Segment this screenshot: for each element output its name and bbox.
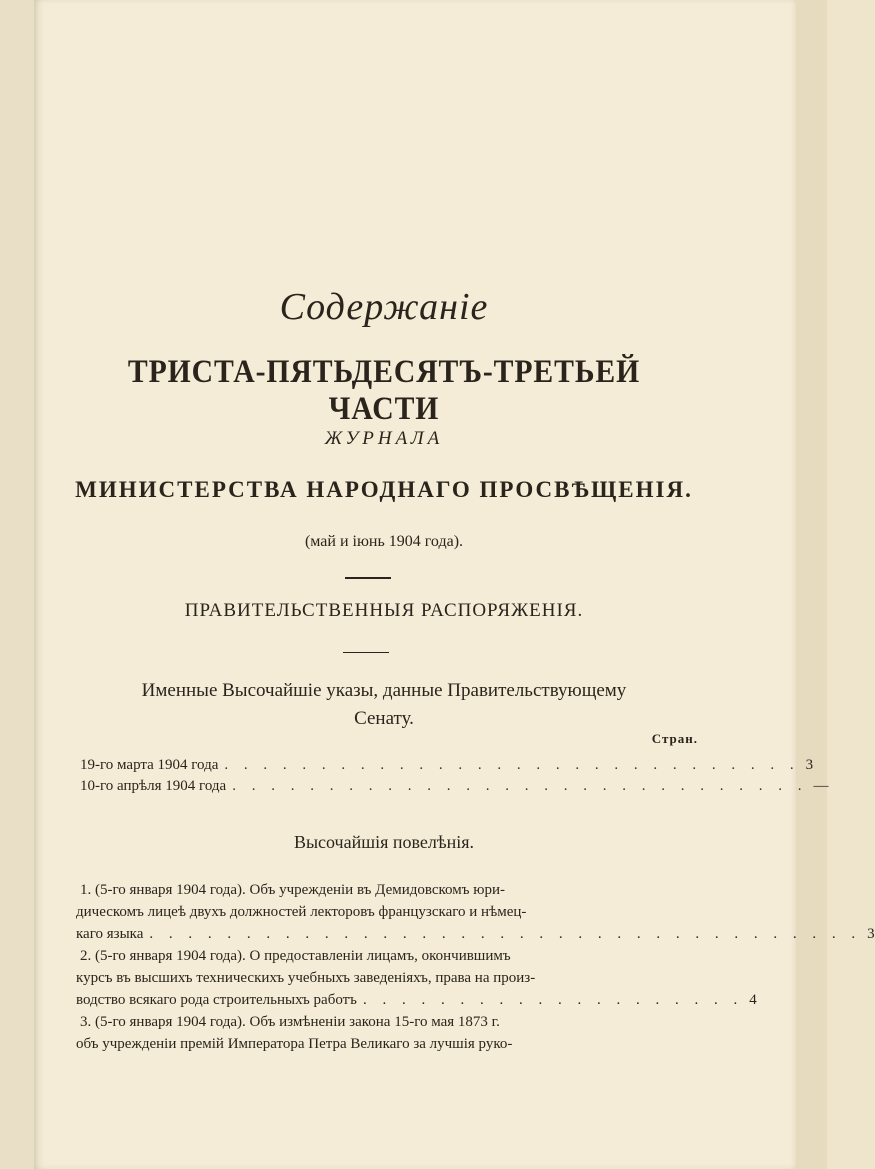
section-government: ПРАВИТЕЛЬСТВЕННЫЯ РАСПОРЯЖЕНІЯ. bbox=[184, 600, 584, 621]
page-right-margin bbox=[796, 0, 827, 1169]
toc-entry-page: — bbox=[813, 778, 829, 794]
divider-rule bbox=[345, 577, 391, 579]
leader-dots: . . . . . . . . . . . . . . . . . . . . . . . . . . . . . . . . . . . . . bbox=[149, 926, 862, 942]
title-journal: ЖУРНАЛА bbox=[324, 428, 444, 449]
toc-entry bbox=[80, 778, 829, 800]
toc-entry-page: 4 bbox=[749, 992, 757, 1008]
leader-dots: . . . . . . . . . . . . . . . . . . . . . . . . . . . . . . bbox=[232, 778, 808, 794]
decrees-heading-line2: Сенату. bbox=[354, 708, 414, 729]
divider-rule bbox=[343, 652, 389, 653]
toc-paragraph-line: объ учрежденіи премій Императора Петра Великаго за лучшія руко- bbox=[76, 1036, 513, 1052]
toc-paragraph-line: 2. (5-го января 1904 года). О предоставленіи лицамъ, окончившимъ bbox=[80, 948, 511, 964]
toc-paragraph-line: 3. (5-го января 1904 года). Объ измѣненіи закона 15-го мая 1873 г. bbox=[80, 1014, 500, 1030]
toc-paragraph bbox=[76, 945, 757, 1011]
toc-paragraph-line: каго языка bbox=[76, 926, 144, 942]
toc-paragraph-line: 1. (5-го января 1904 года). Объ учрежденіи въ Демидовскомъ юри- bbox=[80, 882, 506, 898]
toc-entry-page: 3 bbox=[867, 926, 875, 942]
toc-entry bbox=[80, 757, 814, 779]
commands-heading: Высочайшія повелѣнія. bbox=[293, 832, 475, 852]
title-dates: (май и іюнь 1904 года). bbox=[304, 533, 464, 550]
page-left-margin bbox=[0, 0, 34, 1169]
toc-paragraph-line: дическомъ лицеѣ двухъ должностей лекторовъ французскаго и нѣмец- bbox=[76, 904, 527, 920]
title-part: ТРИСТА-ПЯТЬДЕСЯТЪ-ТРЕТЬЕЙ ЧАСТИ bbox=[127, 354, 641, 427]
toc-entry-label: 10-го апрѣля 1904 года bbox=[80, 778, 227, 794]
leader-dots: . . . . . . . . . . . . . . . . . . . . bbox=[362, 992, 744, 1008]
pages-column-label: Стран. bbox=[651, 731, 698, 746]
toc-paragraph-line: курсъ въ высшихъ техническихъ учебныхъ заведеніяхъ, права на произ- bbox=[76, 970, 536, 986]
toc-paragraph bbox=[76, 1011, 694, 1055]
leader-dots: . . . . . . . . . . . . . . . . . . . . . . . . . . . . . . bbox=[224, 757, 800, 773]
decrees-heading-line1: Именные Высочайшіе указы, данные Правительствующему bbox=[141, 680, 627, 701]
toc-entry-label: 19-го марта 1904 года bbox=[80, 757, 219, 773]
toc-entry-page: 3 bbox=[805, 757, 814, 773]
toc-paragraph-line: водство всякаго рода строительныхъ работъ bbox=[76, 992, 357, 1008]
title-contents: Содержаніе bbox=[279, 286, 489, 328]
title-ministry: МИНИСТЕРСТВА НАРОДНАГО ПРОСВѢЩЕНІЯ. bbox=[75, 477, 693, 502]
toc-paragraph bbox=[76, 879, 875, 945]
